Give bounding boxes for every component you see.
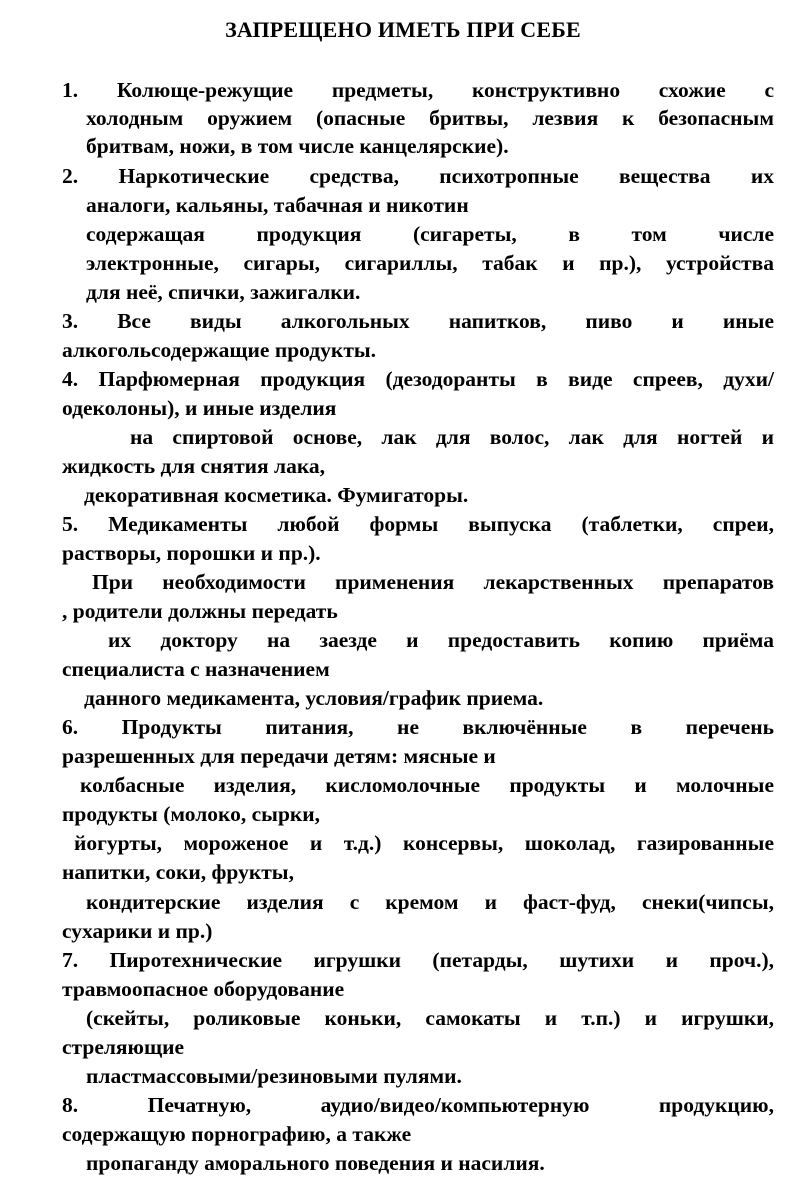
list-item-2-line-3: содержащая продукция (сигареты, в том числе [86, 222, 774, 246]
list-item-7-line-3: (скейты, роликовые коньки, самокаты и т.п.) и игрушки, [86, 1006, 774, 1030]
list-item-6-line-3: колбасные изделия, кисломолочные продукты и молочные [80, 773, 774, 797]
list-item-5-line-4: , родители должны передать [62, 599, 338, 623]
list-item-8-line-1: 8. Печатную, аудио/видео/компьютерную продукцию, [62, 1093, 774, 1117]
list-item-4-line-5: декоративная косметика. Фумигаторы. [84, 483, 469, 507]
list-item-6-line-1: 6. Продукты питания, не включённые в перечень [62, 715, 774, 739]
list-item-1-line-2: холодным оружием (опасные бритвы, лезвия к безопасным [86, 106, 774, 130]
list-item-2-line-4: электронные, сигары, сигариллы, табак и пр.), устройства [86, 251, 774, 275]
list-item-7-line-1: 7. Пиротехнические игрушки (петарды, шутихи и проч.), [62, 948, 774, 972]
list-item-4-line-1: 4. Парфюмерная продукция (дезодоранты в виде спреев, духи/ [62, 367, 774, 391]
list-item-6-line-2: разрешенных для передачи детям: мясные и [62, 744, 496, 768]
list-item-5-line-7: данного медикамента, условия/график приема. [84, 686, 544, 710]
list-item-5-line-2: растворы, порошки и пр.). [62, 541, 321, 565]
list-item-3-line-2: алкогольсодержащие продукты. [62, 338, 377, 362]
list-item-2-line-5: для неё, спички, зажигалки. [86, 280, 361, 304]
list-item-2-line-2: аналоги, кальяны, табачная и никотин [86, 193, 469, 217]
list-item-1-line-1: 1. Колюще-режущие предметы, конструктивно схожие с [62, 78, 774, 102]
document-title: ЗАПРЕЩЕНО ИМЕТЬ ПРИ СЕБЕ [225, 17, 581, 42]
list-item-4-line-2: одеколоны), и иные изделия [62, 396, 337, 420]
list-item-6-line-8: сухарики и пр.) [62, 919, 213, 943]
list-item-5-line-5: их доктору на заезде и предоставить копию приёма [108, 628, 774, 652]
list-item-1-line-3: бритвам, ножи, в том числе канцелярские). [86, 134, 509, 158]
list-item-6-line-4: продукты (молоко, сырки, [62, 802, 321, 826]
list-item-5-line-1: 5. Медикаменты любой формы выпуска (таблетки, спреи, [62, 512, 774, 536]
list-item-6-line-7: кондитерские изделия с кремом и фаст-фуд, снеки(чипсы, [86, 890, 774, 914]
list-item-2-line-1: 2. Наркотические средства, психотропные вещества их [62, 164, 774, 188]
list-item-6-line-6: напитки, соки, фрукты, [62, 860, 294, 884]
list-item-5-line-3: При необходимости применения лекарственных препаратов [92, 570, 774, 594]
list-item-5-line-6: специалиста с назначением [62, 657, 330, 681]
list-item-7-line-4: стреляющие [62, 1035, 185, 1059]
list-item-4-line-4: жидкость для снятия лака, [62, 454, 326, 478]
list-item-3-line-1: 3. Все виды алкогольных напитков, пиво и иные [62, 309, 774, 333]
list-item-8-line-2: содержащую порнографию, а также [62, 1122, 412, 1146]
list-item-6-line-5: йогурты, мороженое и т.д.) консервы, шоколад, газированные [74, 831, 774, 855]
list-item-7-line-5: пластмассовыми/резиновыми пулями. [86, 1064, 462, 1088]
list-item-8-line-3: пропаганду аморального поведения и насилия. [86, 1151, 545, 1175]
list-item-7-line-2: травмоопасное оборудование [62, 977, 345, 1001]
list-item-4-line-3: на спиртовой основе, лак для волос, лак для ногтей и [130, 425, 774, 449]
